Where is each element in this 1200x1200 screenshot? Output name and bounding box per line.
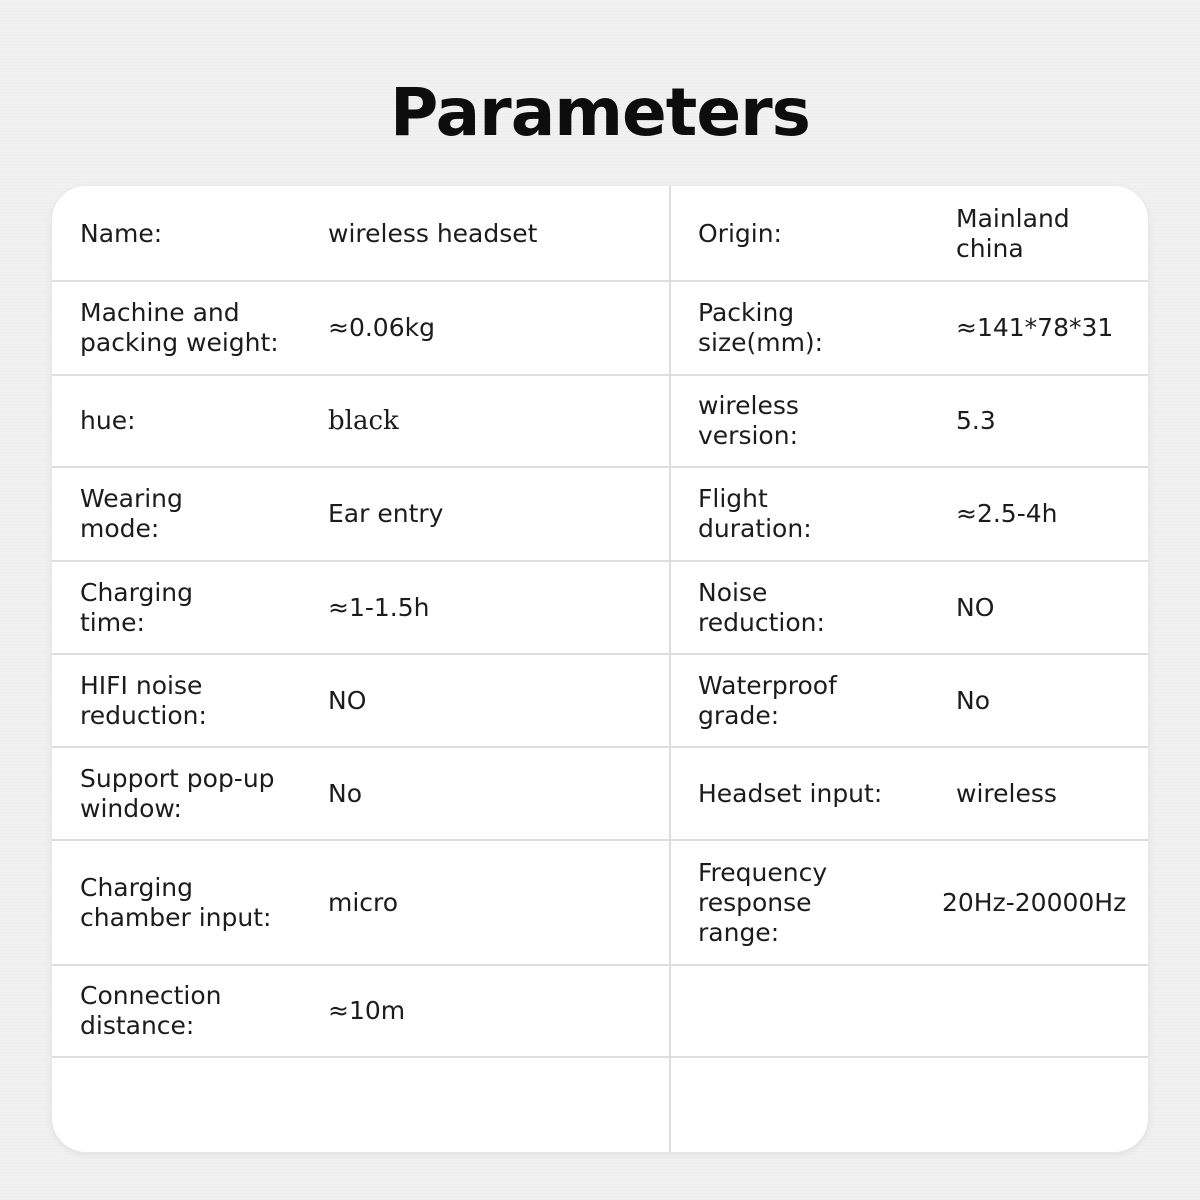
param-label: Frequency response range:: [698, 857, 828, 947]
param-label: Charging time:: [80, 577, 193, 637]
param-label: Waterproof grade:: [698, 670, 837, 730]
param-value: [956, 966, 1148, 1056]
param-label: Noise reduction:: [698, 577, 825, 637]
param-value: ≈1-1.5h: [328, 592, 430, 622]
param-value: Ear entry: [328, 499, 444, 528]
param-value: wireless: [956, 778, 1057, 808]
param-value: ≈0.06kg: [328, 313, 435, 342]
param-value: NO: [956, 592, 995, 622]
param-label: wireless version:: [698, 391, 799, 450]
param-label: HIFI noise reduction:: [80, 670, 207, 730]
column-divider: [669, 186, 671, 1152]
param-label: Headset input:: [698, 778, 883, 808]
param-value: NO: [328, 685, 367, 715]
param-value: No: [956, 685, 990, 715]
param-value: 20Hz-20000Hz: [942, 887, 1127, 917]
param-label: Flight duration:: [698, 484, 812, 543]
param-label: Wearing mode:: [80, 484, 183, 543]
param-value: ≈141*78*31: [956, 313, 1114, 342]
row-divider: [52, 1056, 1148, 1058]
param-value: No: [328, 778, 362, 808]
param-value: ≈10m: [328, 996, 406, 1025]
param-label: Machine and packing weight:: [80, 298, 279, 357]
param-label: Connection distance:: [80, 981, 222, 1040]
param-label: Origin:: [698, 219, 782, 248]
param-label: hue:: [80, 406, 136, 435]
param-label: Support pop-up window:: [80, 763, 275, 823]
param-value: micro: [328, 887, 399, 917]
param-value: Mainland china: [956, 204, 1070, 263]
param-value: black: [328, 406, 399, 436]
param-value: wireless headset: [328, 219, 538, 248]
page-title: Parameters: [390, 74, 810, 151]
param-label: Charging chamber input:: [80, 872, 272, 932]
param-label: Packing size(mm):: [698, 298, 824, 357]
param-value: ≈2.5-4h: [956, 499, 1058, 528]
param-value: 5.3: [956, 406, 996, 435]
param-label: [698, 966, 948, 1056]
parameters-table: [52, 186, 1148, 1152]
param-label: Name:: [80, 219, 163, 248]
